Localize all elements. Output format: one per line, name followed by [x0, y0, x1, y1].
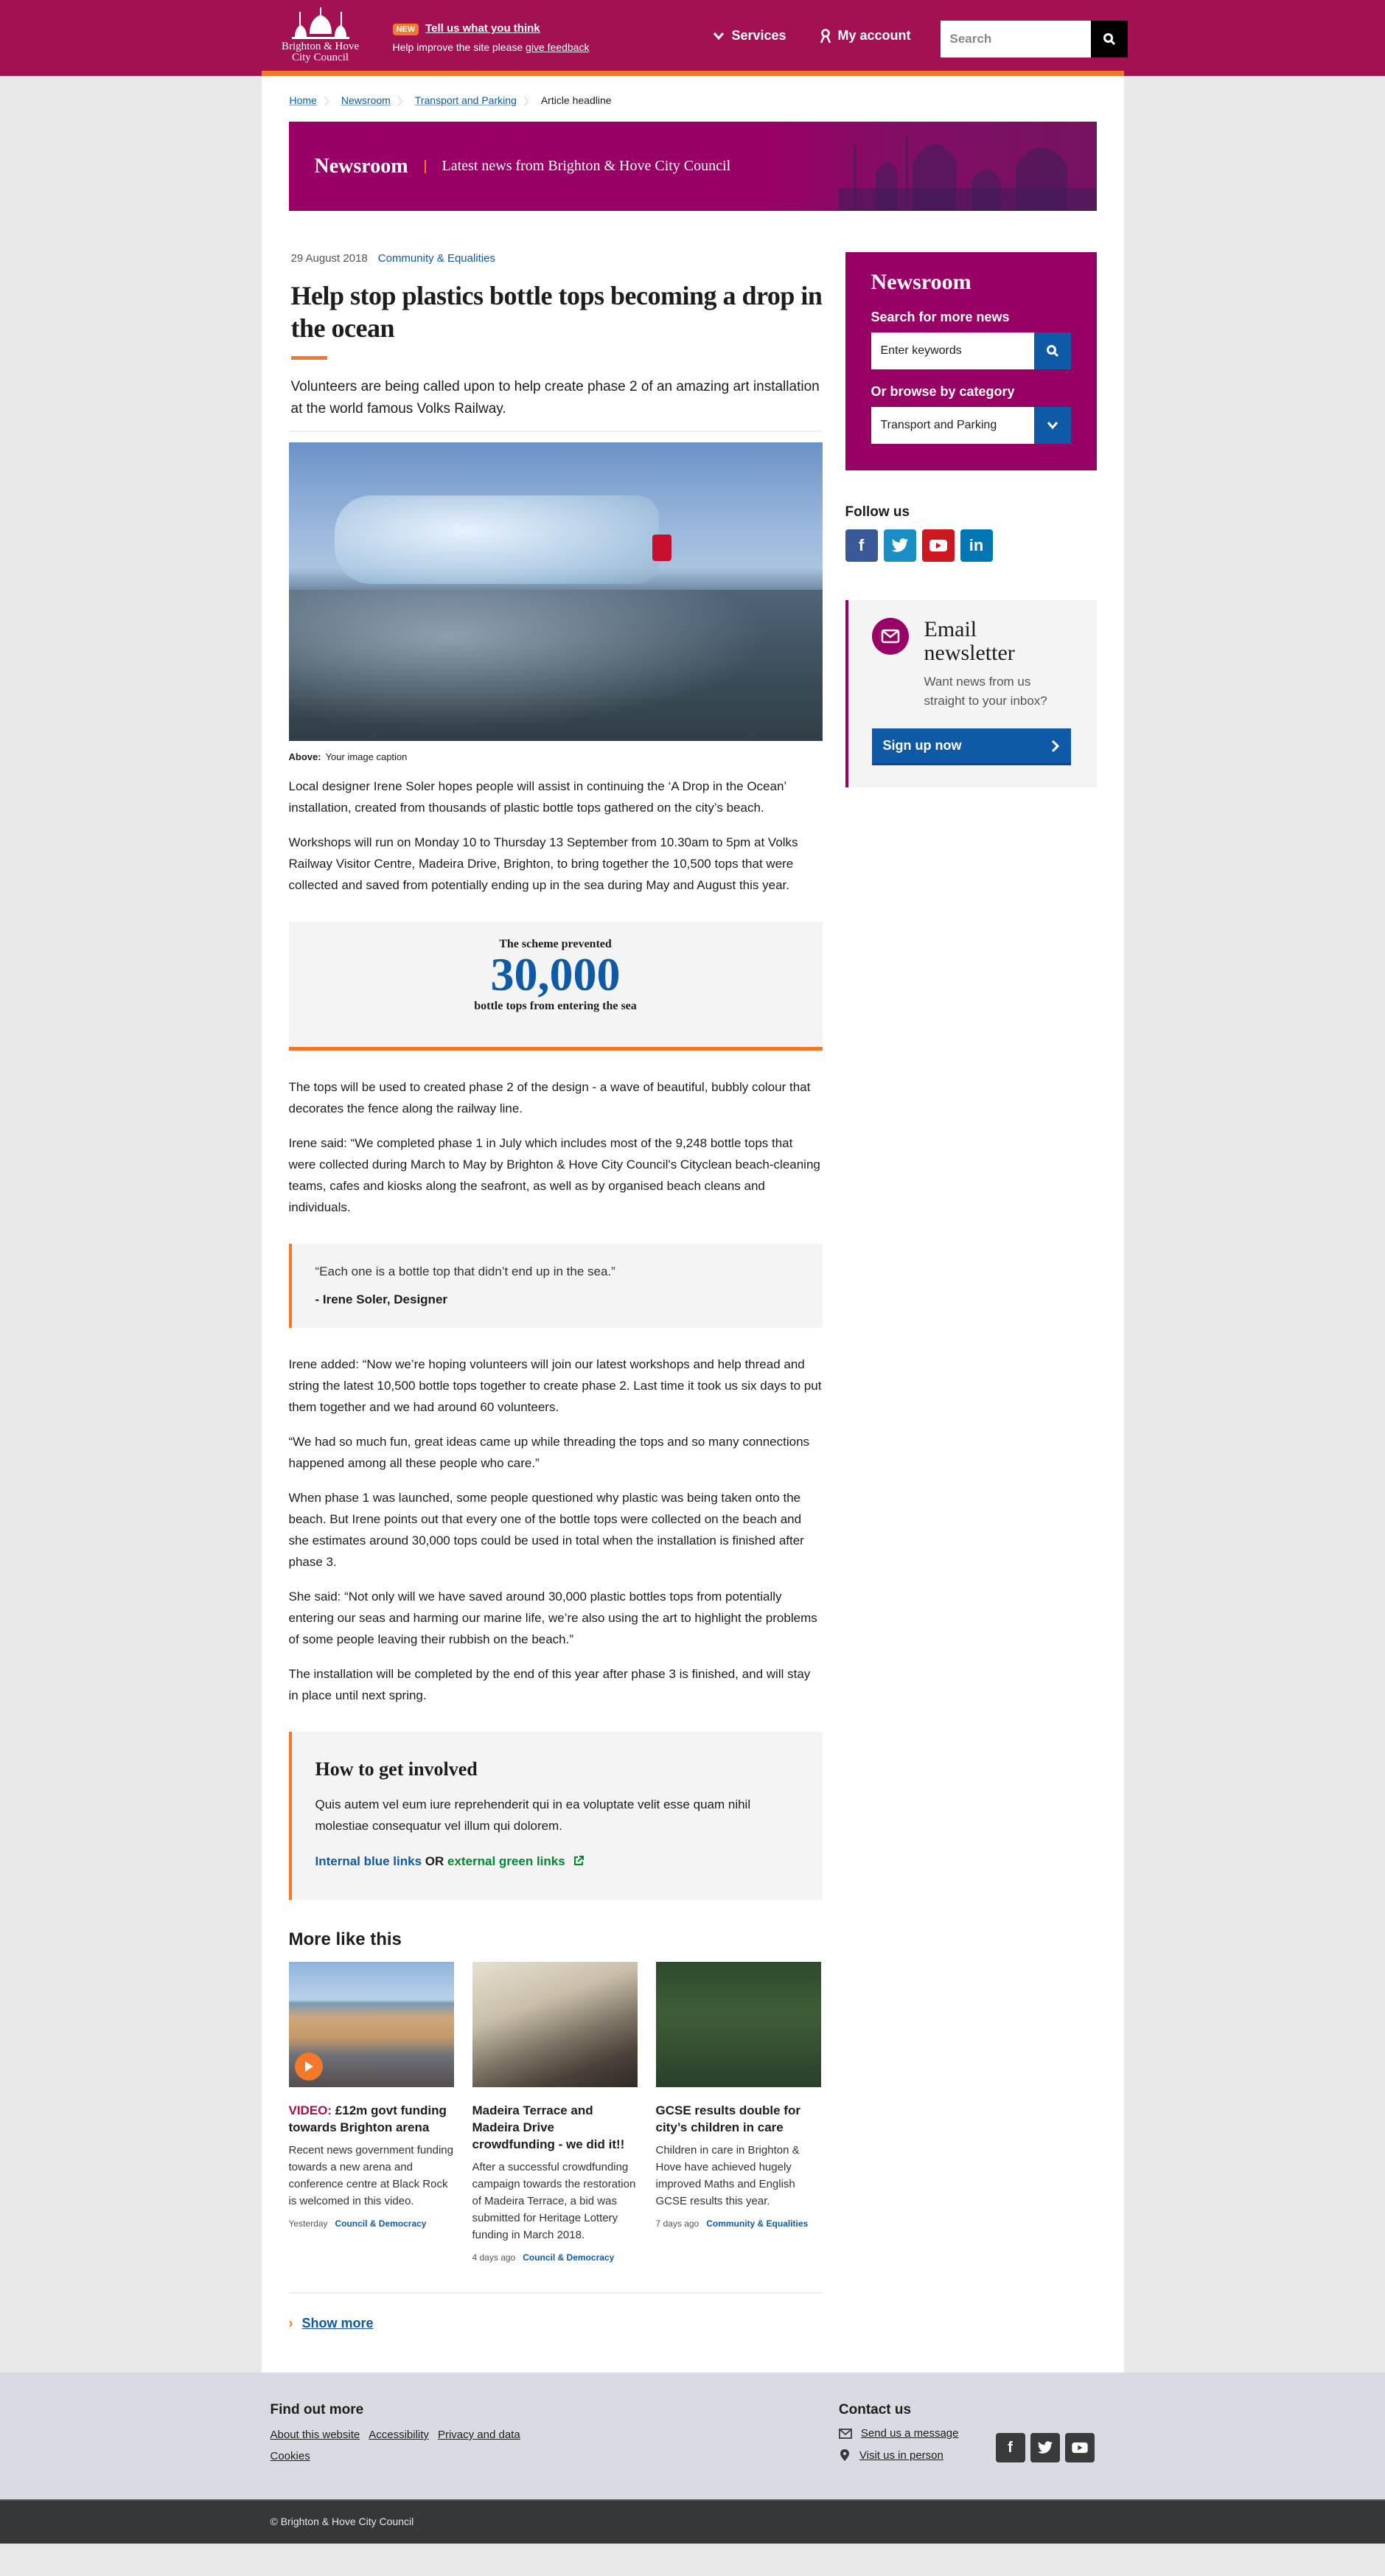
article-paragraph: Irene added: “Now we’re hoping volunteers will join our latest workshops and help thread and string the latest 10,500 bottle tops together to create phase 2. Last time it took us six days to put them together and we had around 60 volunteers. [288, 1357, 822, 1414]
card-image-seafront [289, 1962, 454, 2087]
pull-quote [289, 1244, 823, 1328]
article-paragraph: Workshops will run on Monday 10 to Thursday 13 September from 10.30am to 5pm at Volks Railway Visitor Centre, Madeira Drive, Brighton, to bring together the 10,500 tops that were collected and saved from potentially ending up in the sea during May and August this year. [288, 835, 798, 892]
stat-callout [289, 922, 823, 1051]
article-category-link[interactable]: Community & Equalities [377, 252, 495, 265]
card-time: Yesterday [288, 2218, 328, 2229]
breadcrumb [262, 76, 1124, 111]
article-date: 29 August 2018 [290, 252, 368, 265]
video-label: VIDEO: [288, 2103, 335, 2117]
breadcrumb-current: Article headline [540, 94, 612, 106]
map-pin-icon [839, 2448, 851, 2462]
card-title-text[interactable]: Madeira Terrace and Madeira Drive crowdfunding - we did it!! [472, 2103, 625, 2151]
newsletter-title: Email newsletter [924, 617, 1015, 665]
site-footer [0, 2373, 1385, 2499]
logo-line-1: Brighton & Hove [282, 41, 359, 52]
article-paragraph: Local designer Irene Soler hopes people will assist in continuing the ‘A Drop in the Ocean’ installation, created from thousands of plastic bottle tops gathered on the city’s beach. [288, 779, 786, 815]
banner-pavilion-image [765, 122, 1097, 211]
search-icon [1103, 32, 1116, 46]
user-icon [820, 29, 831, 43]
article-paragraph: The tops will be used to created phase 2 of the design - a wave of beautiful, bubbly colour that decorates the fence along the railway line. [288, 1080, 811, 1115]
pavilion-icon [289, 7, 352, 41]
play-icon[interactable] [295, 2053, 323, 2081]
find-out-more-title: Find out more [270, 2402, 364, 2417]
category-dropdown-button[interactable] [1034, 407, 1071, 444]
plastic-bottle-shape [335, 495, 659, 584]
card-description: After a successful crowdfunding campaign towards the restoration of Madeira Terrace, a bid was submitted for Heritage Lottery funding in March 2018. [472, 2161, 636, 2241]
copyright-text: © Brighton & Hove City Council [270, 2516, 414, 2527]
search-input[interactable] [941, 21, 1091, 58]
follow-us-title: Follow us [845, 504, 910, 520]
footer-link-accessibility[interactable]: Accessibility [369, 2429, 429, 2441]
article-lede: Volunteers are being called upon to help create phase 2 of an amazing art installation at the world famous Volks Railway. [290, 379, 820, 417]
twitter-icon[interactable] [1030, 2433, 1060, 2462]
contact-us-title: Contact us [838, 2402, 912, 2417]
search-icon [1046, 344, 1059, 358]
my-account-label: My account [837, 28, 911, 43]
article-hero-image [289, 442, 823, 741]
footer-link-about[interactable]: About this website [270, 2429, 360, 2441]
card-title [472, 2102, 638, 2153]
card-image-madeira-terrace [472, 1962, 638, 2087]
category-select[interactable] [871, 407, 1071, 444]
or-text: OR [422, 1854, 447, 1868]
card-category-link[interactable]: Council & Democracy [335, 2218, 427, 2229]
browse-label: Or browse by category [871, 384, 1015, 399]
feedback-banner [393, 22, 590, 53]
facebook-icon[interactable]: f [845, 529, 878, 562]
card-image-students [656, 1962, 821, 2087]
envelope-icon [839, 2429, 852, 2439]
facebook-icon[interactable]: f [996, 2433, 1025, 2462]
twitter-icon[interactable] [884, 529, 916, 562]
give-feedback-link[interactable]: give feedback [526, 41, 590, 53]
chevron-right-icon: 〉 [324, 95, 334, 107]
involved-text: Quis autem vel eum iure reprehenderit qui in ea voluptate velit esse quam nihil molestiae consequatur vel illum qui dolorem. [315, 1797, 751, 1833]
services-label: Services [731, 28, 786, 43]
header-accent-stripe [262, 71, 1124, 76]
sidebar [845, 252, 1097, 2331]
newsroom-search-panel [845, 252, 1097, 470]
how-to-get-involved [289, 1732, 823, 1900]
copyright-bar [0, 2499, 1385, 2544]
newsroom-banner [289, 122, 1097, 211]
title-underline [291, 356, 327, 360]
card-title-text[interactable]: £12m govt funding towards Brighton arena [288, 2103, 447, 2134]
my-account-button[interactable] [820, 28, 911, 43]
breadcrumb-newsroom[interactable]: Newsroom [341, 94, 391, 106]
more-like-this-title: More like this [288, 1929, 402, 1949]
send-message-link[interactable]: Send us a message [860, 2427, 959, 2440]
news-search-field [871, 333, 1071, 369]
news-search-button[interactable] [1034, 333, 1071, 369]
banner-divider [425, 160, 426, 173]
quote-text: “Each one is a bottle top that didn’t end up in the sea.” [315, 1264, 615, 1278]
article-paragraph: She said: “Not only will we have saved around 30,000 plastic bottles tops from potentially entering our seas and harming our marine life, we’re also using the art to highlight the problems of some people leaving their rubbish on the beach.” [288, 1590, 817, 1646]
page-container [262, 76, 1124, 2373]
card-description: Recent news government funding towards a new arena and conference centre at Black Rock is welcomed in this video. [288, 2144, 453, 2207]
breadcrumb-transport[interactable]: Transport and Parking [414, 94, 517, 106]
related-card[interactable] [289, 1962, 454, 2263]
chevron-down-icon [713, 32, 725, 41]
feedback-title-link[interactable]: Tell us what you think [425, 22, 540, 35]
card-time: 7 days ago [655, 2218, 700, 2229]
linkedin-icon[interactable]: in [960, 529, 993, 562]
banner-subtitle: Latest news from Brighton & Hove City Council [442, 158, 731, 174]
visit-in-person-link[interactable]: Visit us in person [859, 2448, 943, 2462]
banner-title: Newsroom [314, 154, 408, 178]
show-more [289, 2316, 823, 2331]
card-category-link[interactable]: Community & Equalities [706, 2218, 809, 2229]
footer-link-privacy[interactable]: Privacy and data [437, 2429, 520, 2441]
footer-link-cookies[interactable]: Cookies [270, 2450, 310, 2462]
pavilion-silhouette-icon [765, 122, 1097, 211]
chevron-right-icon: › [288, 2316, 293, 2330]
divider [289, 2292, 823, 2294]
card-time: 4 days ago [472, 2252, 516, 2263]
newsletter-description: Want news from us straight to your inbox? [924, 675, 1047, 708]
chevron-down-icon [1047, 421, 1058, 430]
card-title [289, 2102, 454, 2136]
divider [289, 431, 823, 432]
related-card[interactable] [656, 1962, 821, 2263]
caption-label: Above: [288, 751, 321, 762]
article [289, 252, 823, 2331]
youtube-icon[interactable] [1065, 2433, 1095, 2462]
category-selected-value[interactable]: Transport and Parking [871, 407, 1034, 444]
card-title [656, 2102, 821, 2136]
related-articles [289, 1962, 823, 2263]
follow-us [845, 504, 1097, 562]
email-newsletter-panel [845, 600, 1097, 787]
sign-up-label: Sign up now [882, 738, 962, 753]
site-header [0, 0, 1385, 76]
article-paragraph: When phase 1 was launched, some people questioned why plastic was being taken onto the beach. But Irene points out that every one of the bottle tops were collected on the beach and she estimates around 30,000 tops could be used in total when the installation is finished after phase 3. [288, 1491, 804, 1569]
stat-prefix: The scheme prevented [499, 938, 612, 950]
feedback-text: Help improve the site please [392, 41, 526, 53]
article-meta [289, 252, 823, 265]
article-title: Help stop plastics bottle tops becoming a drop in the ocean [290, 281, 823, 343]
stat-number: 30,000 [490, 948, 621, 1000]
external-link[interactable]: external green links [447, 1854, 565, 1868]
article-paragraph: “We had so much fun, great ideas came up while threading the tops and so many connections happened among all these people who care.” [288, 1435, 810, 1470]
stat-suffix: bottle tops from entering the sea [474, 1000, 637, 1012]
chevron-right-icon: 〉 [397, 95, 408, 107]
logo-line-2: City Council [291, 52, 349, 63]
chevron-right-icon: 〉 [523, 95, 534, 107]
keywords-input[interactable]: Enter keywords [871, 333, 1034, 369]
youtube-icon[interactable] [922, 529, 955, 562]
sea-wave-shape [289, 590, 823, 741]
card-category-link[interactable]: Council & Democracy [523, 2252, 615, 2263]
search-button[interactable] [1091, 21, 1128, 58]
sidebar-newsroom-title: Newsroom [871, 270, 971, 294]
council-logo[interactable] [273, 7, 368, 68]
external-link-icon [573, 1855, 585, 1867]
new-badge: NEW [393, 24, 419, 35]
breadcrumb-home[interactable]: Home [289, 94, 317, 106]
article-paragraph: Irene said: “We completed phase 1 in July which includes most of the 9,248 bottle tops that were collected during March to May by Brighton & Hove City Council's Cityclean beach-cleaning teams, cafes and kiosks along the seafront, as well as by organised beach cleans and individuals. [288, 1136, 820, 1214]
involved-title: How to get involved [315, 1758, 478, 1780]
site-search [941, 21, 1128, 58]
chevron-right-icon [1051, 739, 1060, 753]
show-more-link[interactable]: Show more [301, 2316, 374, 2330]
card-title-text[interactable]: GCSE results double for city’s children in care [655, 2103, 800, 2134]
article-paragraph: The installation will be completed by the end of this year after phase 3 is finished, and will stay in place until next spring. [288, 1667, 811, 1702]
image-caption [289, 751, 823, 762]
internal-link[interactable]: Internal blue links [315, 1854, 422, 1868]
search-label: Search for more news [871, 310, 1010, 324]
caption-text: Your image caption [325, 751, 408, 762]
bottle-cap-shape [652, 535, 671, 561]
envelope-icon [872, 618, 909, 655]
services-menu-button[interactable] [713, 28, 786, 43]
card-description: Children in care in Brighton & Hove have achieved hugely improved Maths and English GCSE results this year. [655, 2144, 800, 2207]
quote-citation: - Irene Soler, Designer [315, 1292, 448, 1306]
sign-up-button[interactable] [872, 728, 1071, 765]
related-card[interactable] [472, 1962, 638, 2263]
